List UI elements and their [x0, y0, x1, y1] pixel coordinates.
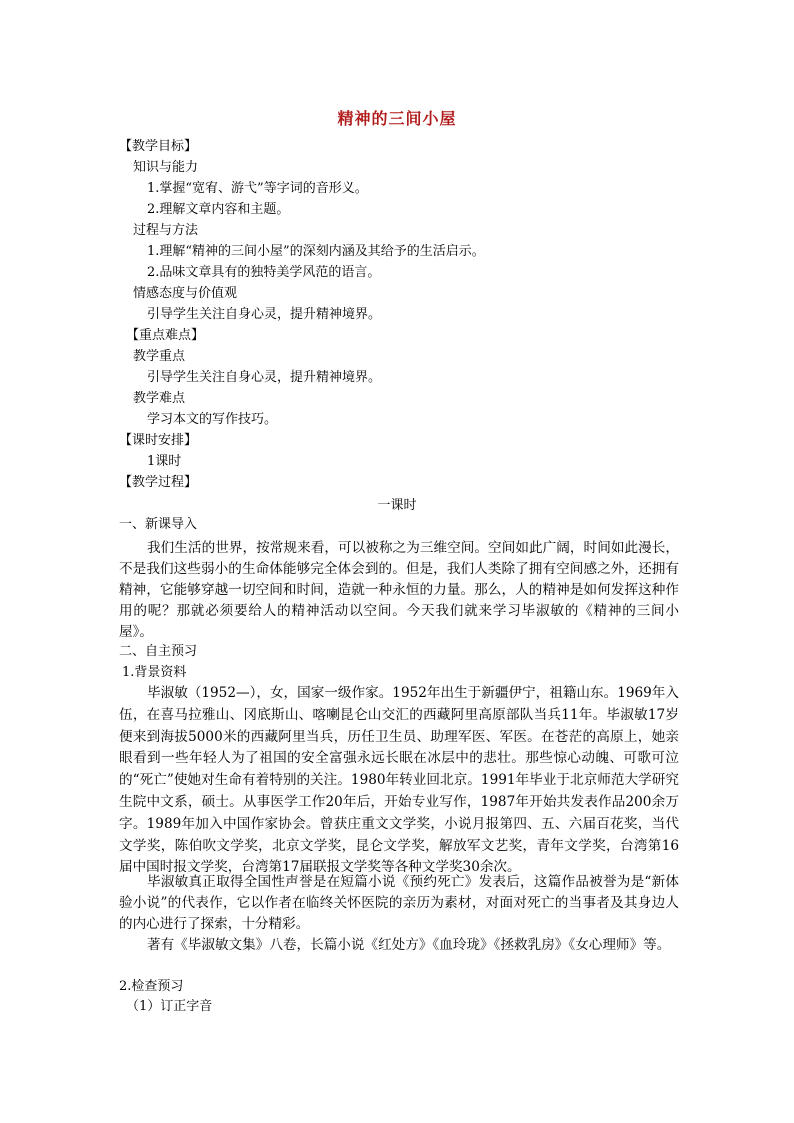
heading-schedule: 【课时安排】 [119, 433, 198, 448]
check-preview-heading: 2.检查预习 [119, 979, 184, 994]
check-item-1: （1）订正字音 [126, 999, 213, 1014]
heading-procedure: 【教学过程】 [119, 475, 198, 490]
fame-paragraph: 毕淑敏真正取得全国性声誉是在短篇小说《预约死亡》发表后，这篇作品被誉为是“新体验小说”的代表作，它以作者在临终关怀医院的亲历为素材，对面对死亡的当事者及其身边人的内心进行了探索，十分精彩。 [119, 874, 679, 932]
page-title: 精神的三间小屋 [337, 109, 457, 128]
knowledge-item-2: 2.理解文章内容和主题。 [147, 202, 290, 217]
process-item-2: 2.品味文章具有的独特美学风范的语言。 [147, 265, 381, 280]
subheading-process: 过程与方法 [133, 223, 199, 238]
intro-paragraph: 我们生活的世界，按常规来看，可以被称之为三维空间。空间如此广阔，时间如此漫长，不是我们这些弱小的生命体能够完全体会到的。但是，我们人类除了拥有空间感之外，还拥有精神，它能够穿越一切空间和时间，造就一种永恒的力量。那么，人的精神是如何发挥这种作用的呢？那就必须要给人的精神活动以空间。今天我们就来学习毕淑敏的《精神的三间小屋》。 [119, 540, 679, 640]
lesson-label: 一课时 [377, 498, 417, 513]
section-self-preview: 二、自主预习 [119, 644, 198, 659]
heading-keypoints: 【重点难点】 [126, 328, 205, 343]
bio-paragraph: 毕淑敏（1952—），女，国家一级作家。1952年出生于新疆伊宁，祖籍山东。1969年入伍，在喜马拉雅山、冈底斯山、喀喇昆仑山交汇的西藏阿里高原部队当兵11年。毕淑敏17岁便来到海拔5000米的西藏阿里当兵，历任卫生员、助理军医、军医。在苍茫的高原上，她亲眼看到一些年轻人为了祖国的安全富强永远长眠在冰层中的悲壮。那些惊心动魄、可歌可泣的“死亡”使她对生命有着特别的关注。1980年转业回北京。1991年毕业于北京师范大学研究生院中文系，硕士。从事医学工作20年后，开始专业写作，1987年开始共发表作品200余万字。1989年加入中国作家协会。曾获庄重文文学奖，小说月报第四、五、六届百花奖，当代文学奖，陈伯吹文学奖，北京文学奖，昆仑文学奖，解放军文艺奖，青年文学奖，台湾第16届中国时报文学奖，台湾第17届联报文学奖等各种文学奖30余次。 [119, 685, 679, 876]
works-paragraph: 著有《毕淑敏文集》八卷，长篇小说《红处方》《血玲珑》《拯救乳房》《女心理师》等。 [147, 937, 671, 953]
schedule-item-1: 1课时 [147, 454, 182, 469]
subheading-knowledge: 知识与能力 [133, 160, 199, 175]
background-heading: 1.背景资料 [122, 665, 187, 680]
section-new-lesson: 一、新课导入 [119, 517, 198, 532]
process-item-1: 1.理解“精神的三间小屋”的深刻内涵及其给予的生活启示。 [147, 244, 485, 259]
focus-item-1: 引导学生关注自身心灵，提升精神境界。 [147, 370, 382, 385]
difficulty-item-1: 学习本文的写作技巧。 [147, 412, 278, 427]
subheading-difficulty: 教学难点 [133, 391, 186, 406]
knowledge-item-1: 1.掌握“宽宥、游弋”等字词的音形义。 [147, 181, 368, 196]
emotion-item-1: 引导学生关注自身心灵，提升精神境界。 [147, 307, 382, 322]
subheading-emotion: 情感态度与价值观 [133, 286, 238, 301]
heading-goals: 【教学目标】 [119, 139, 198, 154]
subheading-focus: 教学重点 [133, 349, 186, 364]
